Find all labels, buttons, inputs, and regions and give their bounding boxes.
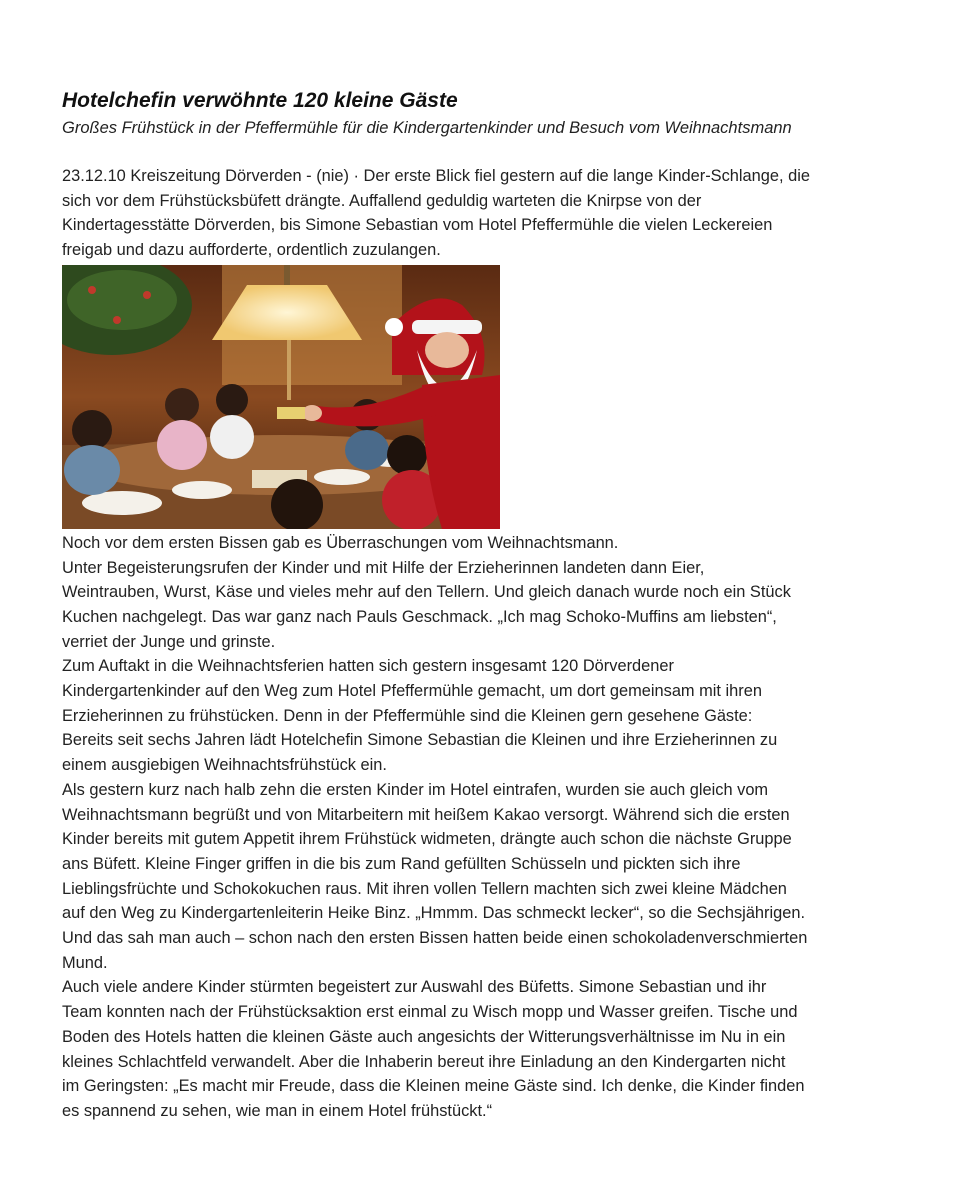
body-line: kleines Schlachtfeld verwandelt. Aber die Inhaberin bereut ihre Einladung an den Kindergarten nicht: [62, 1052, 786, 1071]
body-line: im Geringsten: „Es macht mir Freude, dass die Kleinen meine Gäste sind. Ich denke, die Kinder finden: [62, 1077, 805, 1096]
body-line: Team konnten nach der Frühstücksaktion erst einmal zu Wisch mopp und Wasser greifen. Tische und: [62, 1003, 798, 1022]
intro-line: sich vor dem Frühstücksbüfett drängte. Auffallend geduldig warteten die Knirpse von der: [62, 191, 702, 210]
body-line: ans Büfett. Kleine Finger griffen in die bis zum Rand gefüllten Schüsseln und pickten sich ihre: [62, 854, 741, 873]
body-line: Erzieherinnen zu frühstücken. Denn in der Pfeffermühle sind die Kleinen gern gesehene Gäste:: [62, 706, 753, 725]
body-line: Unter Begeisterungsrufen der Kinder und mit Hilfe der Erzieherinnen landeten dann Eier,: [62, 558, 705, 577]
body-line: Auch viele andere Kinder stürmten begeistert zur Auswahl des Büfetts. Simone Sebastian und ihr: [62, 978, 767, 997]
body-line: Zum Auftakt in die Weihnachtsferien hatten sich gestern insgesamt 120 Dörverdener: [62, 657, 674, 676]
body-line: Lieblingsfrüchte und Schokokuchen raus. Mit ihren vollen Tellern machten sich zwei kleine Mädchen: [62, 879, 787, 898]
body-line: es spannend zu sehen, wie man in einem Hotel frühstückt.“: [62, 1101, 493, 1120]
body-line: einem ausgiebigen Weihnachtsfrühstück ein.: [62, 756, 387, 775]
intro-line: 23.12.10 Kreiszeitung Dörverden - (nie) · Der erste Blick fiel gestern auf die lange Kinder-Schlange, die: [62, 167, 810, 185]
article-subtitle: Großes Frühstück in der Pfeffermühle für die Kindergartenkinder und Besuch vom Weihnachtsmann: [62, 119, 792, 137]
body-line: Kinder bereits mit gutem Appetit ihrem Frühstück widmeten, drängte auch schon die nächste Gruppe: [62, 830, 792, 849]
intro-line: freigab und dazu aufforderte, ordentlich zuzulangen.: [62, 241, 441, 260]
body-line: Noch vor dem ersten Bissen gab es Überraschungen vom Weihnachtsmann.: [62, 533, 619, 552]
body-line: Kuchen nachgelegt. Das war ganz nach Pauls Geschmack. „Ich mag Schoko-Muffins am liebsten“,: [62, 607, 777, 626]
body-line: Als gestern kurz nach halb zehn die ersten Kinder im Hotel eintrafen, wurden sie auch gleich vom: [62, 780, 769, 799]
body-line: Bereits seit sechs Jahren lädt Hotelchefin Simone Sebastian die Kleinen und ihre Erzieherinnen zu: [62, 731, 778, 750]
body-line: auf den Weg zu Kindergartenleiterin Heike Binz. „Hmmm. Das schmeckt lecker“, so die Sechsjährigen.: [62, 904, 806, 923]
article: [62, 86, 912, 1124]
intro-line: Kindertagesstätte Dörverden, bis Simone Sebastian vom Hotel Pfeffermühle die vielen Leckereien: [62, 216, 773, 235]
intro-paragraph: [62, 164, 912, 263]
article-title: Hotelchefin verwöhnte 120 kleine Gäste: [62, 89, 458, 112]
body-line: Boden des Hotels hatten die kleinen Gäste auch angesichts der Witterungsverhältnisse im Nu in ein: [62, 1027, 786, 1046]
body-line: Weintrauben, Wurst, Käse und vieles mehr auf den Tellern. Und gleich danach wurde noch ein Stück: [62, 583, 791, 602]
body-line: Kindergartenkinder auf den Weg zum Hotel Pfeffermühle gemacht, um dort gemeinsam mit ihren: [62, 682, 762, 701]
santa-children-photo: [62, 265, 500, 529]
body-line: Weihnachtsmann begrüßt und von Mitarbeitern mit heißem Kakao versorgt. Während sich die ersten: [62, 805, 790, 824]
body-line: Und das sah man auch – schon nach den ersten Bissen hatten beide einen schokoladenverschmierten: [62, 929, 808, 948]
body-line: verriet der Junge und grinste.: [62, 632, 276, 651]
body-paragraphs: [62, 531, 912, 1124]
body-line: Mund.: [62, 953, 108, 972]
